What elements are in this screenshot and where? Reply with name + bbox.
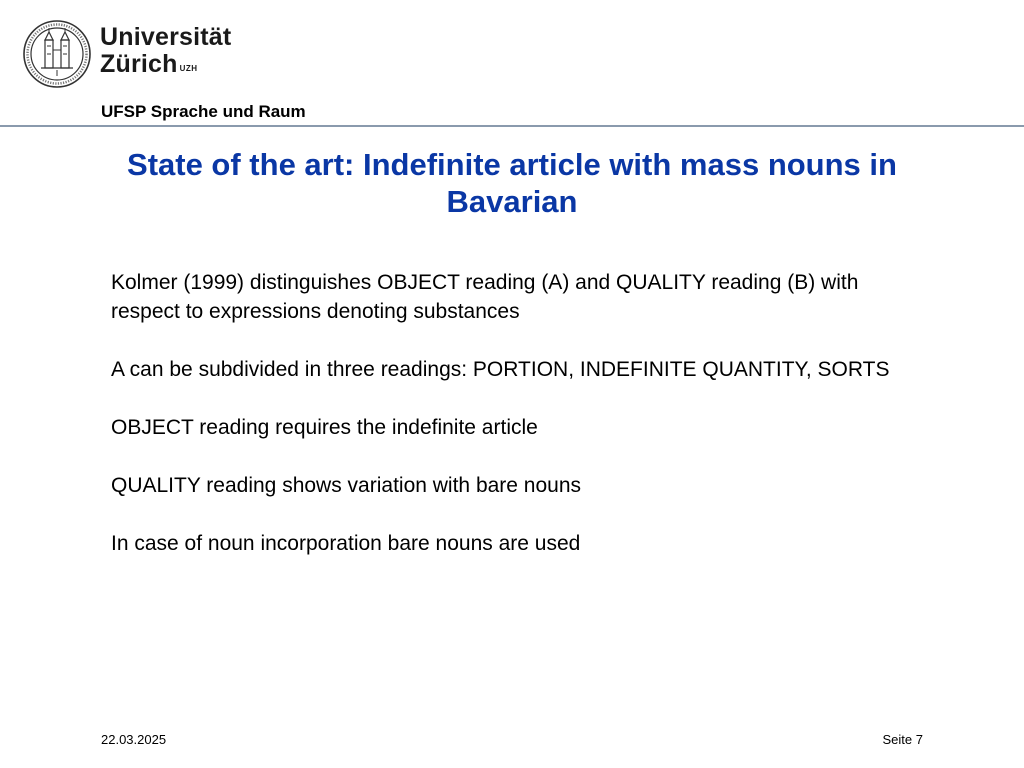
body-paragraph: In case of noun incorporation bare nouns are used [111,532,581,555]
slide-title: State of the art: Indefinite article with mass nouns in Bavarian [127,147,897,219]
body-paragraph: A can be subdivided in three readings: PORTION, INDEFINITE QUANTITY, SORTS [111,358,890,381]
university-wordmark [100,24,231,78]
uzh-seal-icon [23,18,91,90]
slide-body [111,268,911,587]
university-name-line2: Zürich [100,50,178,78]
department-name: UFSP Sprache und Raum [101,102,306,121]
body-paragraph: OBJECT reading requires the indefinite article [111,416,538,439]
footer-date: 22.03.2025 [101,732,167,747]
page-number: Seite 7 [882,732,923,747]
body-paragraph: Kolmer (1999) distinguishes OBJECT reading (A) and QUALITY reading (B) with respect to expressions denoting substances [111,271,859,323]
body-paragraph: QUALITY reading shows variation with bare nouns [111,474,582,497]
university-name-line1: Universität [100,23,232,51]
university-abbreviation: UZH [179,64,198,73]
header-divider [0,125,1024,127]
